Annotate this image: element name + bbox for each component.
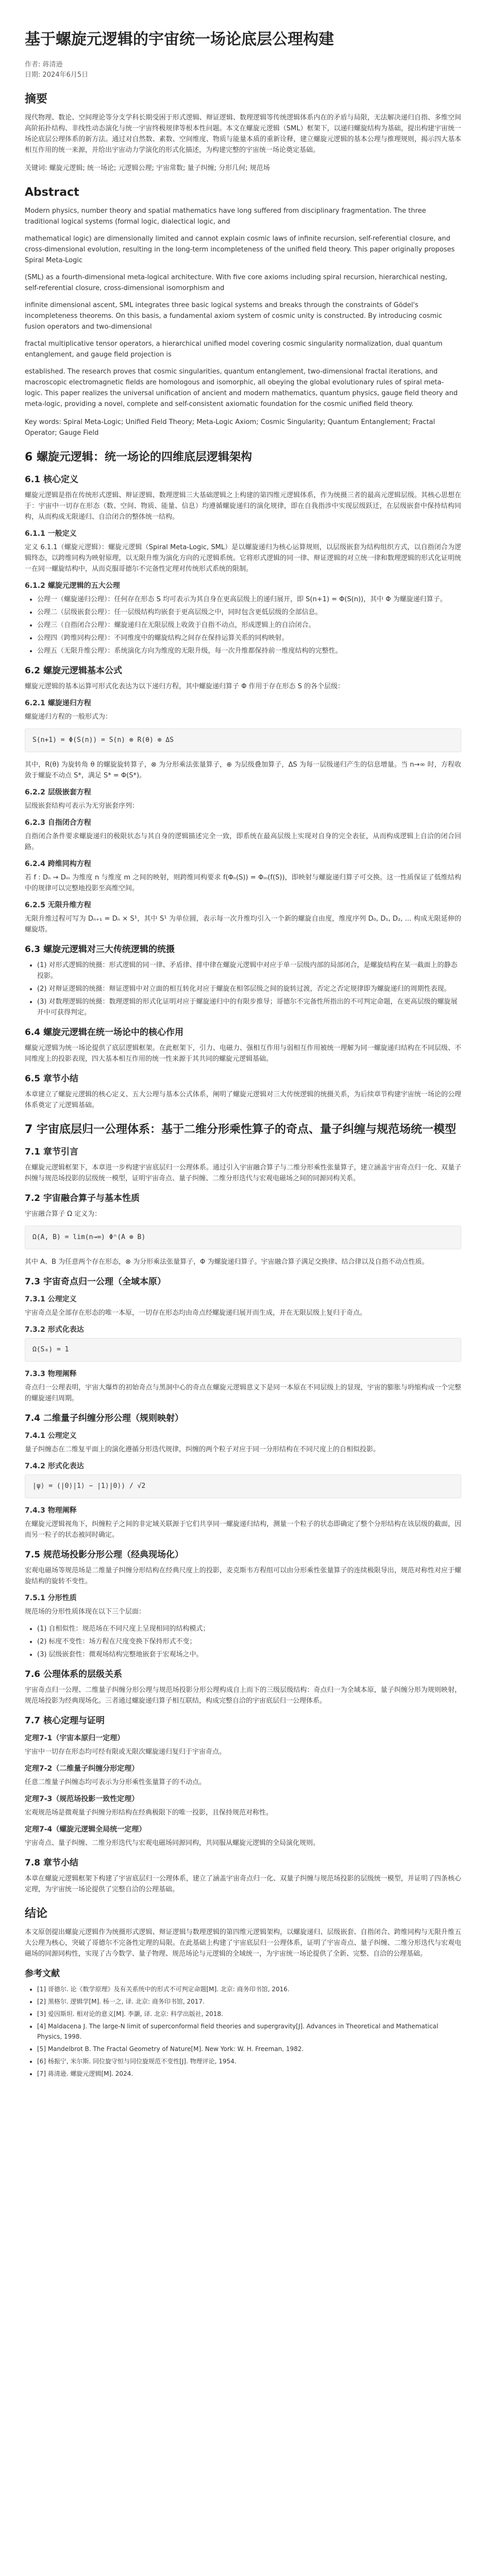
section-7-6-text: 宇宙奇点归一公理、二维量子纠缠分形公理与规范场投影分形公理构成自上而下的三级层级结构：奇点归一为全域本原，量子纠缠分形为规则映射，规范场投影为经典现场化。三者通过螺旋递归算子相互联结，构成完整自洽的宇宙底层归一公理体系。 bbox=[25, 1686, 461, 1705]
spiral-recursion-formula: S(n+1) = Φ(S(n)) = S(n) ⊗ R(θ) ⊕ ΔS bbox=[25, 728, 461, 752]
author-line: 作者: 蒋清逊 bbox=[25, 61, 63, 69]
section-7-3-3-heading: 7.3.3 物理阐释 bbox=[25, 1370, 77, 1378]
section-7-5-text: 宏观电磁场等规范场是二维量子纠缠分形结构在经典尺度上的投影，麦克斯韦方程组可以由分形乘性张量算子的连续极限导出，规范对称性对应于螺旋结构的旋转不变性。 bbox=[25, 1567, 461, 1585]
abstract-cn-heading: 摘要 bbox=[25, 93, 48, 106]
section-6-3-heading: 6.3 螺旋元逻辑对三大传统逻辑的统摄 bbox=[25, 944, 175, 955]
section-7-4-2-heading: 7.4.2 形式化表达 bbox=[25, 1462, 84, 1470]
section-7-7-heading: 7.7 核心定理与证明 bbox=[25, 1716, 105, 1726]
section-6-4-heading: 6.4 螺旋元逻辑在统一场论中的核心作用 bbox=[25, 1027, 184, 1038]
section-6-1-2-heading: 6.1.2 螺旋元逻辑的五大公理 bbox=[25, 582, 120, 590]
section-6-1-1-text: 定义 6.1.1（螺旋元逻辑）：螺旋元逻辑（Spiral Meta-Logic, SML）是以螺旋递归为核心运算规则，以层级嵌套为结构组织方式，以自指闭合为逻辑终态，以跨维同构为映射原理，以无限升维为演化方向的元逻辑系统。它将形式逻辑的同一律、辩证逻辑的对立统一律和数理逻辑的形式化证明统一在同一螺旋结构中，从而克服哥德尔不完备性定理对传统形式系统的限制。 bbox=[25, 544, 461, 573]
reference-item: • [4] Maldacena J. The large-N limit of superconformal field theories and supergravity[J]. Advances in Theoretical and Mathematical Physics, 1998. bbox=[37, 2021, 461, 2042]
entanglement-formula: |ψ⟩ = (|0⟩|1⟩ − |1⟩|0⟩) / √2 bbox=[25, 1475, 461, 1498]
section-7-8-text: 本章在螺旋元逻辑框架下构建了宇宙底层归一公理体系，建立了涵盖宇宙奇点归一化、双量子纠缠与规范场投影的层级统一模型，并证明了四条核心定理，为宇宙统一场论提供了完整自洽的公理基础。 bbox=[25, 1875, 461, 1893]
reference-item: • [1] 哥德尔. 论《数学原理》及有关系统中的形式不可判定命题[M]. 北京: 商务印书馆, 2016. bbox=[37, 1984, 461, 1994]
section-7-8-heading: 7.8 章节小结 bbox=[25, 1858, 79, 1868]
theorem-7-2-text: 任意二维量子纠缠态均可表示为分形乘性张量算子的不动点。 bbox=[25, 1778, 206, 1786]
abstract-en-paragraph-1: Modern physics, number theory and spatial mathematics have long suffered from disciplinary fragmentation. The three traditional logical systems (formal logic, dialectical logic, and bbox=[25, 207, 426, 226]
section-7-heading: 7 宇宙底层归一公理体系：基于二维分形乘性算子的奇点、量子纠缠与规范场统一模型 bbox=[25, 1123, 456, 1136]
section-7-3-3-text: 奇点归一公理表明，宇宙大爆炸的初始奇点与黑洞中心的奇点在螺旋元逻辑意义下是同一本原在不同层级上的显现，宇宙的膨胀与坍缩构成一个完整的螺旋递归周期。 bbox=[25, 1384, 461, 1402]
section-6-2-4-text: 若 f : Dₙ → Dₘ 为维度 n 与维度 m 之间的映射，则跨维同构要求 f(Φₙ(S)) = Φₘ(f(S))，即映射与螺旋递归算子可交换。这一性质保证了低维结构中的规律可以完整地投影至高维空间。 bbox=[25, 874, 461, 892]
fractal-property-list bbox=[25, 1623, 461, 1660]
abstract-en-paragraph-6: established. The research proves that cosmic singularities, quantum entanglement, two-dimensional fractal iterations, and macroscopic electromagnetic fields are homologous and isomorphic, all obeying the global evolutionary rules of spiral meta-logic. This paper realizes the universal unification of ancient and modern mathematics, quantum physics, gauge field theory and meta-logic, providing a novel, complete and self-consistent axiomatic foundation for the cosmic unified field theory. bbox=[25, 368, 458, 408]
reference-item: • [7] 蒋清逊. 螺旋元逻辑[M]. 2024. bbox=[37, 2069, 461, 2079]
keywords-en: Key words: Spiral Meta-Logic; Unified Field Theory; Meta-Logic Axiom; Cosmic Singularity; Quantum Entanglement; Fractal Operator; Gauge Field bbox=[25, 418, 435, 437]
logic-unification-list bbox=[25, 960, 461, 1018]
list-item: • (1) 对形式逻辑的统摄：形式逻辑的同一律、矛盾律、排中律在螺旋元逻辑中对应于单一层级内部的局部闭合，是螺旋结构在某一截面上的静态投影。 bbox=[37, 960, 461, 981]
axiom-item: • 公理五（无限升维公理）：系统演化方向为维度的无限升级，每一次升维都保持前一维度结构的完整性。 bbox=[37, 646, 461, 656]
list-item: • (3) 对数理逻辑的统摄：数理逻辑的形式化证明对应于螺旋递归中的有限步推导；哥德尔不完备性所指出的不可判定命题，在更高层级的螺旋展开中可获得判定。 bbox=[37, 996, 461, 1018]
section-6-2-5-text: 无限升维过程可写为 Dₙ₊₁ = Dₙ × S¹，其中 S¹ 为单位圆，表示每一次升维均引入一个新的螺旋自由度，维度序列 D₀, D₁, D₂, … 构成无限延伸的螺旋塔。 bbox=[25, 915, 461, 934]
theorem-7-3-text: 宏观规范场是微观量子纠缠分形结构在经典极限下的唯一投影，且保持规范对称性。 bbox=[25, 1809, 273, 1817]
reference-item: • [5] Mandelbrot B. The Fractal Geometry of Nature[M]. New York: W. H. Freeman, 1982. bbox=[37, 2044, 461, 2054]
conclusion-heading: 结论 bbox=[25, 1907, 48, 1920]
section-7-1-text: 在螺旋元逻辑框架下，本章进一步构建宇宙底层归一公理体系。通过引入宇宙融合算子与二维分形乘性张量算子，建立涵盖宇宙奇点归一化、双量子纠缠与规范场投影的层级统一模型，证明宇宙奇点、量子纠缠、二维分形迭代与宏观电磁场之间的同源同构关系。 bbox=[25, 1164, 461, 1182]
abstract-en-heading: Abstract bbox=[25, 186, 79, 199]
section-6-1-text: 螺旋元逻辑是指在传统形式逻辑、辩证逻辑、数理逻辑三大基础逻辑之上构建的第四维元逻辑体系，作为统摄三者的最高元逻辑层级。其核心思想在于：宇宙中一切存在形态（数、空间、物质、能量、信息）均遵循螺旋递归的演化规律，即在自我指涉中实现层级跃迁，在层级嵌套中保持结构同构，从而构成无限递归、自洽闭合的整体统一结构。 bbox=[25, 492, 461, 521]
theorem-7-4-heading: 定理7-4（螺旋元逻辑全局统一定理） bbox=[25, 1825, 146, 1834]
section-7-4-3-text: 在螺旋元逻辑视角下，纠缠粒子之间的非定域关联源于它们共享同一螺旋递归结构，测量一个粒子的状态即确定了整个分形结构在该层级的截面，因而另一粒子的状态被同时确定。 bbox=[25, 1520, 461, 1539]
section-6-2-3-text: 自指闭合条件要求螺旋递归的极限状态与其自身的逻辑描述完全一致，即系统在最高层级上实现对自身的完全表征，从而构成逻辑上自洽的闭合回路。 bbox=[25, 833, 461, 851]
section-7-4-1-text: 量子纠缠态在二维复平面上的演化遵循分形迭代规律，纠缠的两个粒子对应于同一分形结构在不同尺度上的自相似投影。 bbox=[25, 1446, 380, 1453]
reference-item: • [6] 杨振宁, 米尔斯. 同位旋守恒与同位旋规范不变性[J]. 物理评论, 1954. bbox=[37, 2056, 461, 2066]
section-6-5-text: 本章建立了螺旋元逻辑的核心定义、五大公理与基本公式体系，阐明了螺旋元逻辑对三大传统逻辑的统摄关系，为后续章节构建宇宙统一场论的公理体系奠定了元逻辑基础。 bbox=[25, 1091, 461, 1109]
section-6-heading: 6 螺旋元逻辑：统一场论的四维底层逻辑架构 bbox=[25, 451, 252, 464]
section-7-2-text: 其中 A、B 为任意两个存在形态，⊗ 为分形乘法张量算子，Φ 为螺旋递归算子。宇宙融合算子满足交换律、结合律以及自指不动点性质。 bbox=[25, 1258, 429, 1266]
abstract-en-paragraph-5: fractal multiplicative tensor operators, a hierarchical unified model covering cosmic singularity normalization, dual quantum entanglement, and gauge field projection is bbox=[25, 340, 443, 359]
section-6-2-2-text: 层级嵌套结构可表示为无穷嵌套序列： bbox=[25, 802, 139, 810]
abstract-cn-text: 现代物理、数论、空间理论等分支学科长期受困于形式逻辑、辩证逻辑、数理逻辑等传统逻辑体系内在的矛盾与局限，无法解决递归自指、多维空间高阶拓扑结构、非线性动态演化与统一宇宙终极规律等根本性问题。本文在螺旋元逻辑（SML）框架下，以递归螺旋结构为基础，提出构建宇宙统一场论底层公理体系的新方法。通过对自然数、素数、空间维度、物质与能量本质的重新诠释，建立螺旋元逻辑的基本公理与推理规则，揭示四大基本相互作用的统一来源，并给出宇宙动力学演化的形式化描述，为构建完整的宇宙统一场论奠定基础。 bbox=[25, 114, 461, 154]
references-heading: 参考文献 bbox=[25, 1969, 60, 1979]
theorem-7-1-text: 宇宙中一切存在形态均可经有限或无限次螺旋递归复归于宇宙奇点。 bbox=[25, 1748, 226, 1756]
section-7-3-1-heading: 7.3.1 公理定义 bbox=[25, 1295, 77, 1303]
section-7-5-heading: 7.5 规范场投影分形公理（经典现场化） bbox=[25, 1550, 184, 1560]
section-6-2-heading: 6.2 螺旋元逻辑基本公式 bbox=[25, 666, 123, 676]
theorem-7-3-heading: 定理7-3（规范场投影一致性定理） bbox=[25, 1795, 139, 1803]
axiom-item: • 公理三（自指闭合公理）：螺旋递归在无限层级上收敛于自指不动点，形成逻辑上的自洽闭合。 bbox=[37, 620, 461, 631]
date-line: 日期: 2024年6月5日 bbox=[25, 71, 89, 79]
page-title: 基于螺旋元逻辑的宇宙统一场论底层公理构建 bbox=[25, 30, 334, 48]
abstract-en-paragraph-2: mathematical logic) are dimensionally limited and cannot explain cosmic laws of infinite recursion, self-referential closure, and cross-dimensional evolution, resulting in the long-term incompleteness of the unified field theory. This paper originally proposes Spiral Meta-Logic bbox=[25, 235, 455, 264]
abstract-en-paragraph-3: (SML) as a fourth-dimensional meta-logical architecture. With five core axioms including spiral recursion, hierarchical nesting, self-referential closure, cross-dimensional isomorphism and bbox=[25, 274, 447, 292]
section-7-3-1-text: 宇宙奇点是全部存在形态的唯一本原，一切存在形态均由奇点经螺旋递归展开而生成，并在无限层级上复归于奇点。 bbox=[25, 1309, 367, 1317]
axiom-list bbox=[25, 594, 461, 656]
section-7-4-heading: 7.4 二维量子纠缠分形公理（规则映射） bbox=[25, 1413, 184, 1423]
section-6-1-heading: 6.1 核心定义 bbox=[25, 474, 79, 485]
axiom-item: • 公理二（层级嵌套公理）：任一层级结构均嵌套于更高层级之中，同时包含更低层级的全部信息。 bbox=[37, 607, 461, 618]
abstract-en-paragraph-4: infinite dimensional ascent, SML integrates three basic logical systems and breaks through the constraints of Gödel's incompleteness theorems. On this basis, a fundamental axiom system of cosmic unity is constructed. By introducing cosmic fusion operators and two-dimensional bbox=[25, 301, 442, 331]
section-6-5-heading: 6.5 章节小结 bbox=[25, 1074, 79, 1084]
reference-item: • [3] 爱因斯坦. 相对论的意义[M]. 李灏, 译. 北京: 科学出版社, 2018. bbox=[37, 2009, 461, 2019]
list-item: • (1) 自相似性：规范场在不同尺度上呈现相同的结构模式； bbox=[37, 1623, 461, 1634]
section-7-4-1-heading: 7.4.1 公理定义 bbox=[25, 1432, 77, 1440]
section-6-2-4-heading: 6.2.4 跨维同构方程 bbox=[25, 860, 91, 868]
section-7-4-3-heading: 7.4.3 物理阐释 bbox=[25, 1506, 77, 1515]
fusion-operator-formula: Ω(A, B) = lim(n→∞) Φⁿ(A ⊗ B) bbox=[25, 1226, 461, 1249]
list-item: • (2) 标度不变性：场方程在尺度变换下保持形式不变； bbox=[37, 1636, 461, 1647]
singularity-formula: Ω(S₀) = 1 bbox=[25, 1338, 461, 1362]
axiom-item: • 公理四（跨维同构公理）：不同维度中的螺旋结构之间存在保持运算关系的同构映射。 bbox=[37, 633, 461, 643]
section-6-2-1-lead: 螺旋递归方程的一般形式为： bbox=[25, 713, 112, 721]
section-6-2-5-heading: 6.2.5 无限升维方程 bbox=[25, 901, 91, 909]
section-7-5-1-text: 规范场的分形性质体现在以下三个层面： bbox=[25, 1608, 146, 1616]
reference-item: • [2] 黑格尔. 逻辑学[M]. 杨一之, 译. 北京: 商务印书馆, 2017. bbox=[37, 1996, 461, 2007]
theorem-7-2-heading: 定理7-2（二维量子纠缠分形定理） bbox=[25, 1765, 139, 1773]
section-6-2-1-heading: 6.2.1 螺旋递归方程 bbox=[25, 699, 91, 707]
reference-list bbox=[25, 1984, 461, 2079]
theorem-7-1-heading: 定理7-1（宇宙本原归一定理） bbox=[25, 1734, 125, 1742]
section-7-3-heading: 7.3 宇宙奇点归一公理（全域本原） bbox=[25, 1277, 166, 1287]
section-6-2-text: 螺旋元逻辑的基本运算可形式化表达为以下递归方程，其中螺旋递归算子 Φ 作用于存在形态 S 的各个层级： bbox=[25, 683, 345, 690]
document-meta bbox=[25, 60, 461, 80]
conclusion-text: 本文原创提出螺旋元逻辑作为统摄形式逻辑、辩证逻辑与数理逻辑的第四维元逻辑架构，以螺旋递归、层级嵌套、自指闭合、跨维同构与无限升维五大公理为核心，突破了哥德尔不完备性定理的局限。在此基础上构建了宇宙底层归一公理体系，证明了宇宙奇点、量子纠缠、二维分形迭代与宏观电磁场的同源同构性，实现了古今数学、量子物理、规范场论与元逻辑的全域统一，为宇宙统一场论提供了全新、完整、自洽的公理基础。 bbox=[25, 1928, 461, 1958]
section-7-5-1-heading: 7.5.1 分形性质 bbox=[25, 1594, 77, 1602]
keywords-cn: 关键词: 螺旋元逻辑; 统一场论; 元逻辑公理; 宇宙常数; 量子纠缠; 分形几何; 规范场 bbox=[25, 164, 270, 172]
section-7-2-lead: 宇宙融合算子 Ω 定义为： bbox=[25, 1210, 102, 1218]
section-7-3-2-heading: 7.3.2 形式化表达 bbox=[25, 1326, 84, 1334]
list-item: • (2) 对辩证逻辑的统摄：辩证逻辑中对立面的相互转化对应于螺旋在相邻层级之间的旋转过渡，否定之否定规律即为螺旋递归的周期性表现。 bbox=[37, 984, 461, 994]
section-7-1-heading: 7.1 章节引言 bbox=[25, 1147, 79, 1157]
section-6-2-3-heading: 6.2.3 自指闭合方程 bbox=[25, 819, 91, 827]
axiom-item: • 公理一（螺旋递归公理）：任何存在形态 S 均可表示为其自身在更高层级上的递归展开，即 S(n+1) = Φ(S(n))，其中 Φ 为螺旋递归算子。 bbox=[37, 594, 461, 605]
list-item: • (3) 层级嵌套性：微观场结构完整地嵌套于宏观场之中。 bbox=[37, 1649, 461, 1660]
section-6-1-1-heading: 6.1.1 一般定义 bbox=[25, 530, 77, 538]
section-6-2-1-text: 其中，R(θ) 为旋转角 θ 的螺旋旋转算子，⊗ 为分形乘法张量算子，⊕ 为层级叠加算子，ΔS 为每一层级递归产生的信息增量。当 n→∞ 时，方程收敛于螺旋不动点 S*，满足 S* = Φ(S*)。 bbox=[25, 761, 461, 779]
section-7-2-heading: 7.2 宇宙融合算子与基本性质 bbox=[25, 1193, 140, 1204]
section-6-2-2-heading: 6.2.2 层级嵌套方程 bbox=[25, 788, 91, 796]
theorem-7-4-text: 宇宙奇点、量子纠缠、二维分形迭代与宏观电磁场同源同构，共同服从螺旋元逻辑的全局演化规则。 bbox=[25, 1839, 320, 1847]
section-7-6-heading: 7.6 公理体系的层级关系 bbox=[25, 1669, 123, 1680]
section-6-4-text: 螺旋元逻辑为统一场论提供了底层逻辑框架。在此框架下，引力、电磁力、强相互作用与弱相互作用被统一理解为同一螺旋递归结构在不同层级、不同维度上的投影表现，四大基本相互作用的统一性来源于其共同的螺旋元逻辑基础。 bbox=[25, 1044, 461, 1063]
